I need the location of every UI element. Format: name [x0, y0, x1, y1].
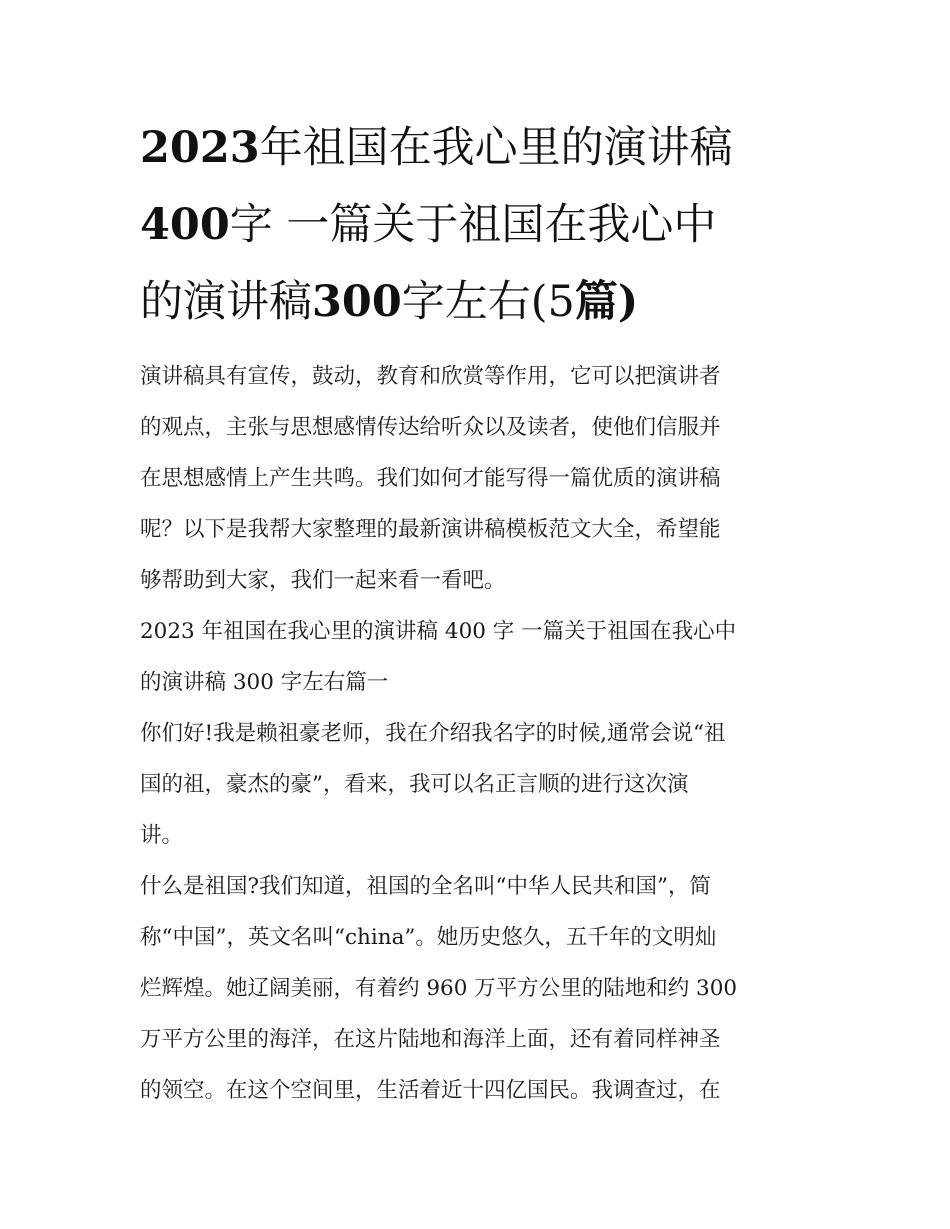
title-text: 300 — [312, 277, 402, 327]
document-title — [140, 110, 815, 341]
text-line: 万平方公里的海洋，在这片陆地和海洋上面，还有着同样神圣 — [140, 1027, 721, 1052]
title-line — [140, 187, 815, 264]
text-line: 你们好!我是赖祖豪老师，我在介绍我名字的时候,通常会说“祖 — [140, 721, 726, 746]
title-text: 字左右(5 — [401, 277, 575, 327]
title-text: 篇) — [574, 277, 639, 327]
title-text: 的演讲稿 — [140, 277, 312, 327]
text-line: 讲。 — [140, 823, 184, 848]
title-text: 年祖国在我心里的演讲稿 — [259, 123, 733, 173]
body-paragraph — [140, 861, 815, 1116]
title-text: 字 一篇关于祖国在我心中 — [229, 200, 717, 250]
text-line: 的领空。在这个空间里，生活着近十四亿国民。我调查过，在 — [140, 1078, 721, 1103]
text-line: 呢？以下是我帮大家整理的最新演讲稿模板范文大全，希望能 — [140, 517, 721, 542]
text-line: 什么是祖国?我们知道，祖国的全名叫“中华人民共和国”，简 — [140, 874, 712, 899]
title-text: 400 — [140, 200, 230, 250]
text-line: 的观点，主张与思想感情传达给听众以及读者，使他们信服并 — [140, 415, 721, 440]
body-paragraph — [140, 708, 815, 861]
document-page — [140, 110, 815, 1116]
text-line: 的演讲稿 300 字左右篇一 — [140, 670, 389, 695]
text-line: 烂辉煌。她辽阔美丽，有着约 960 万平方公里的陆地和约 300 — [140, 976, 738, 1001]
text-line: 2023 年祖国在我心里的演讲稿 400 字 一篇关于祖国在我心中 — [140, 619, 737, 644]
text-line: 在思想感情上产生共鸣。我们如何才能写得一篇优质的演讲稿 — [140, 466, 721, 491]
text-line: 国的祖，豪杰的豪”，看来，我可以名正言顺的进行这次演 — [140, 772, 689, 797]
section-heading — [140, 606, 815, 708]
text-line: 演讲稿具有宣传，鼓动，教育和欣赏等作用，它可以把演讲者 — [140, 364, 721, 389]
intro-paragraph — [140, 351, 815, 606]
text-line: 够帮助到大家，我们一起来看一看吧。 — [140, 568, 506, 593]
title-text: 2023 — [140, 123, 260, 173]
title-line — [140, 264, 815, 341]
text-line: 称“中国”，英文名叫“china”。她历史悠久，五千年的文明灿 — [140, 925, 717, 950]
title-line — [140, 110, 815, 187]
